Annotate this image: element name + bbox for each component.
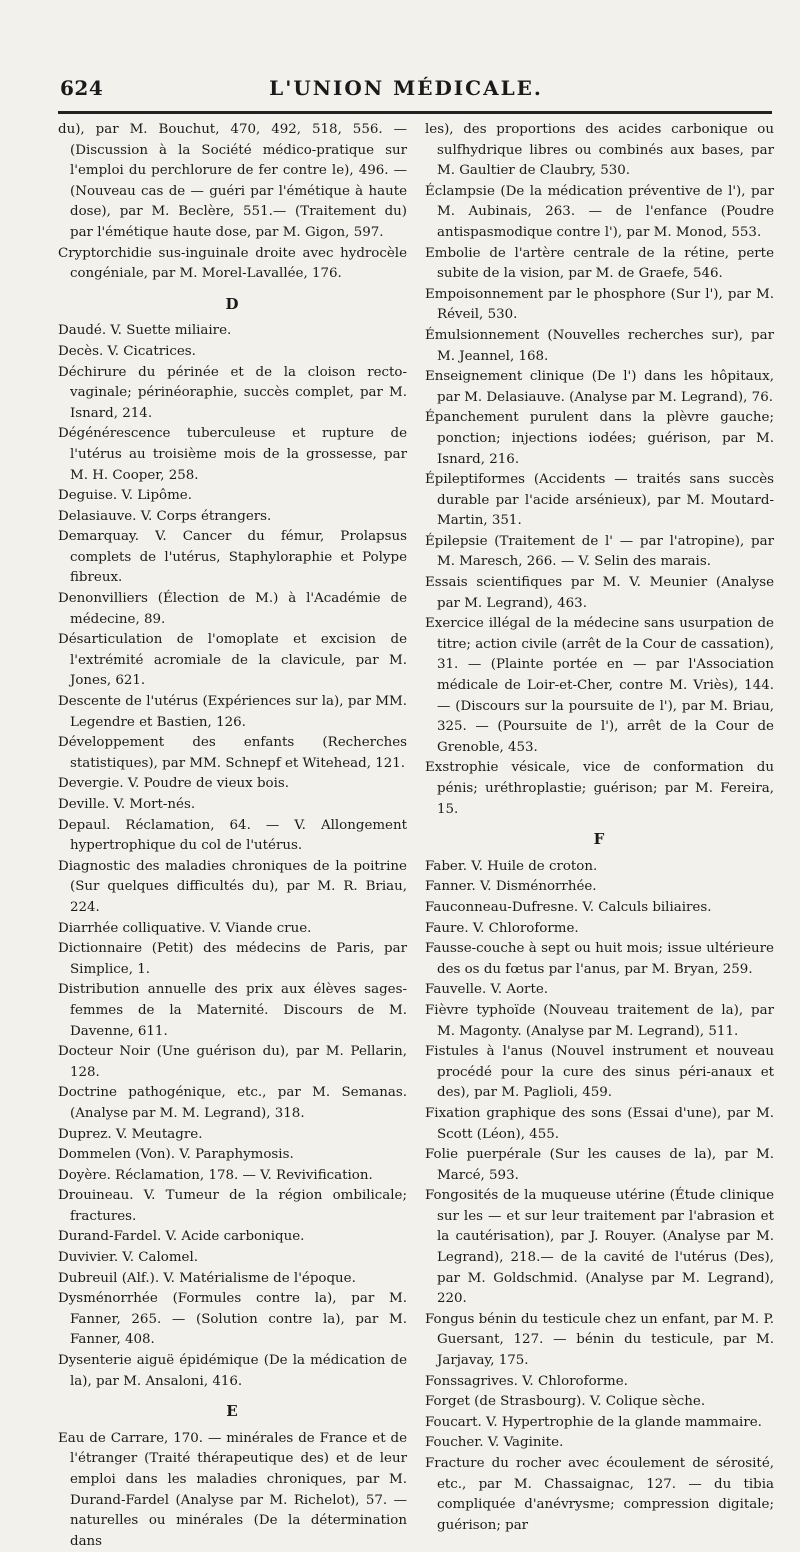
index-entry: Exercice illégal de la médecine sans usurpation de titre; action civile (arrêt de la Cour de cassation), 31. — (Plainte portée en — par l'Association médicale de Loir-et-Cher, contre M. Vriès), 144. — (Discours sur la poursuite de l'), par M. Briau, 325. — (Poursuite de l'), arrêt de la Cour de Grenoble, 453.: [425, 616, 774, 755]
index-entry: Faure. V. Chloroforme.: [425, 920, 579, 936]
index-entry: Fracture du rocher avec écoulement de sérosité, etc., par M. Chassaignac, 127. — du tibia compliquée d'anévrysme; compression digitale; guérison; par: [425, 1456, 774, 1533]
index-entry: Foucart. V. Hypertrophie de la glande mammaire.: [425, 1414, 762, 1430]
index-entry: Épilepsie (Traitement de l' — par l'atropine), par M. Maresch, 266. — V. Selin des marais.: [425, 533, 774, 570]
index-entry: Doctrine pathogénique, etc., par M. Semanas. (Analyse par M. M. Legrand), 318.: [58, 1085, 407, 1121]
index-entry: Dysménorrhée (Formules contre la), par M. Fanner, 265. — (Solution contre la), par M. Fanner, 408.: [58, 1291, 407, 1348]
right-column: [425, 120, 774, 1533]
index-entry: Faber. V. Huile de croton.: [425, 858, 598, 874]
index-entry: Folie puerpérale (Sur les causes de la), par M. Marcé, 593.: [425, 1147, 774, 1183]
index-entry: Cryptorchidie sus-inguinale droite avec hydrocèle congéniale, par M. Morel-Lavallée, 176.: [58, 245, 407, 282]
index-columns: [58, 120, 774, 1549]
index-entry: Devergie. V. Poudre de vieux bois.: [58, 776, 289, 792]
index-entry: Enseignement clinique (De l') dans les hôpitaux, par M. Delasiauve. (Analyse par M. Legrand), 76.: [425, 369, 774, 405]
index-entry: Descente de l'utérus (Expériences sur la), par MM. Legendre et Bastien, 126.: [58, 694, 407, 730]
index-entry: Drouineau. V. Tumeur de la région ombilicale; fractures.: [58, 1188, 407, 1224]
index-entry: Deguise. V. Lipôme.: [58, 488, 192, 504]
index-entry: Épanchement purulent dans la plèvre gauche; ponction; injections iodées; guérison, par M. Isnard, 216.: [425, 410, 774, 467]
index-entry: Decès. V. Cicatrices.: [58, 343, 196, 359]
index-entry: Émulsionnement (Nouvelles recherches sur), par M. Jeannel, 168.: [425, 327, 774, 364]
index-entry: Forget (de Strasbourg). V. Colique sèche.: [425, 1394, 706, 1410]
index-entry: les), des proportions des acides carbonique ou sulfhydrique libres ou combinés aux bases, par M. Gaultier de Claubry, 530.: [425, 122, 774, 179]
index-entry: Docteur Noir (Une guérison du), par M. Pellarin, 128.: [58, 1044, 407, 1080]
index-entry: Eau de Carrare, 170. — minérales de France et de l'étranger (Traité thérapeutique des) et de leur emploi dans les maladies chroniques, par M. Durand-Fardel (Analyse par M. Richelot), 57. — naturelles ou minérales (De la détermination dans: [58, 1430, 407, 1549]
letter-heading: E: [226, 1402, 239, 1421]
index-entry: Fonssagrives. V. Chloroforme.: [425, 1373, 628, 1389]
index-entry: Daudé. V. Suette miliaire.: [58, 323, 232, 339]
index-entry: Fixation graphique des sons (Essai d'une), par M. Scott (Léon), 455.: [425, 1105, 774, 1142]
page-header: [40, 68, 772, 104]
index-entry: Développement des enfants (Recherches statistiques), par MM. Schnepf et Witehead, 121.: [58, 735, 407, 771]
index-entry: Fauvelle. V. Aorte.: [425, 982, 549, 998]
index-entry: Désarticulation de l'omoplate et excision de l'extrémité acromiale de la clavicule, par M. Jones, 621.: [58, 632, 407, 689]
index-entry: Épileptiformes (Accidents — traités sans succès durable par l'acide arsénieux), par M. Moutard-Martin, 351.: [425, 472, 774, 529]
index-entry: Duprez. V. Meutagre.: [58, 1126, 203, 1142]
page-number: 624: [60, 76, 104, 100]
index-entry: Foucher. V. Vaginite.: [425, 1435, 564, 1451]
journal-title: L'UNION MÉDICALE.: [269, 76, 543, 100]
index-entry: Fongosités de la muqueuse utérine (Étude clinique sur les — et sur leur traitement par l'abrasion et la cautérisation), par J. Rouyer. (Analyse par M. Legrand), 218.— de la cavité de l'utérus (Des), par M. Goldschmid. (Analyse par M. Legrand), 220.: [425, 1188, 774, 1307]
letter-heading: F: [593, 830, 606, 849]
index-entry: Doyère. Réclamation, 178. — V. Revivification.: [58, 1167, 373, 1183]
index-entry: Dommelen (Von). V. Paraphymosis.: [58, 1147, 294, 1163]
index-entry: Fistules à l'anus (Nouvel instrument et nouveau procédé pour la cure des sinus péri-anaux et des), par M. Paglioli, 459.: [425, 1044, 774, 1101]
index-entry: Éclampsie (De la médication préventive de l'), par M. Aubinais, 263. — de l'enfance (Poudre antispasmodique contre l'), par M. Monod, 553.: [425, 183, 774, 240]
index-entry: Demarquay. V. Cancer du fémur, Prolapsus complets de l'utérus, Staphyloraphie et Polype fibreux.: [58, 529, 407, 586]
index-entry: Distribution annuelle des prix aux élèves sages-femmes de la Maternité. Discours de M. Davenne, 611.: [58, 982, 407, 1039]
index-entry: Duvivier. V. Calomel.: [58, 1250, 198, 1266]
index-entry: Fausse-couche à sept ou huit mois; issue ultérieure des os du fœtus par l'anus, par M. Bryan, 259.: [425, 941, 774, 977]
index-entry: du), par M. Bouchut, 470, 492, 518, 556. — (Discussion à la Société médico-pratique sur l'emploi du perchlorure de fer contre le), 496. — (Nouveau cas de — guéri par l'émétique à haute dose), par M. Beclère, 551.— (Traitement du) par l'émétique haute dose, par M. Gigon, 597.: [58, 122, 407, 240]
index-entry: Dysenterie aiguë épidémique (De la médication de la), par M. Ansaloni, 416.: [58, 1353, 407, 1389]
index-entry: Empoisonnement par le phosphore (Sur l'), par M. Réveil, 530.: [425, 286, 774, 323]
index-entry: Fauconneau-Dufresne. V. Calculs biliaires.: [425, 899, 712, 915]
index-entry: Delasiauve. V. Corps étrangers.: [58, 508, 272, 524]
index-entry: Fièvre typhoïde (Nouveau traitement de la), par M. Magonty. (Analyse par M. Legrand), 511.: [425, 1002, 774, 1039]
index-entry: Embolie de l'artère centrale de la rétine, perte subite de la vision, par M. de Graefe, 546.: [425, 245, 774, 282]
letter-heading: D: [225, 294, 240, 313]
index-entry: Dubreuil (Alf.). V. Matérialisme de l'époque.: [58, 1270, 356, 1286]
index-entry: Deville. V. Mort-nés.: [58, 797, 196, 812]
index-entry: Déchirure du périnée et de la cloison recto-vaginale; périnéoraphie, succès complet, par M. Isnard, 214.: [58, 364, 407, 421]
index-entry: Dégénérescence tuberculeuse et rupture de l'utérus au troisième mois de la grossesse, par M. H. Cooper, 258.: [58, 426, 407, 483]
index-entry: Fanner. V. Disménorrhée.: [425, 879, 597, 895]
index-entry: Depaul. Réclamation, 64. — V. Allongement hypertrophique du col de l'utérus.: [58, 817, 407, 854]
index-entry: Fongus bénin du testicule chez un enfant, par M. P. Guersant, 127. — bénin du testicule, par M. Jarjavay, 175.: [425, 1311, 774, 1369]
index-entry: Durand-Fardel. V. Acide carbonique.: [58, 1229, 305, 1245]
left-column: [58, 120, 407, 1549]
index-entry: Denonvilliers (Élection de M.) à l'Académie de médecine, 89.: [58, 591, 407, 627]
header-rule: [58, 111, 772, 114]
index-entry: Diarrhée colliquative. V. Viande crue.: [58, 920, 312, 936]
index-entry: Essais scientifiques par M. V. Meunier (Analyse par M. Legrand), 463.: [425, 575, 774, 611]
index-entry: Dictionnaire (Petit) des médecins de Paris, par Simplice, 1.: [58, 941, 407, 977]
index-entry: Exstrophie vésicale, vice de conformation du pénis; uréthroplastie; guérison; par M. Fereira, 15.: [425, 760, 774, 817]
index-entry: Diagnostic des maladies chroniques de la poitrine (Sur quelques difficultés du), par M. R. Briau, 224.: [58, 858, 407, 915]
